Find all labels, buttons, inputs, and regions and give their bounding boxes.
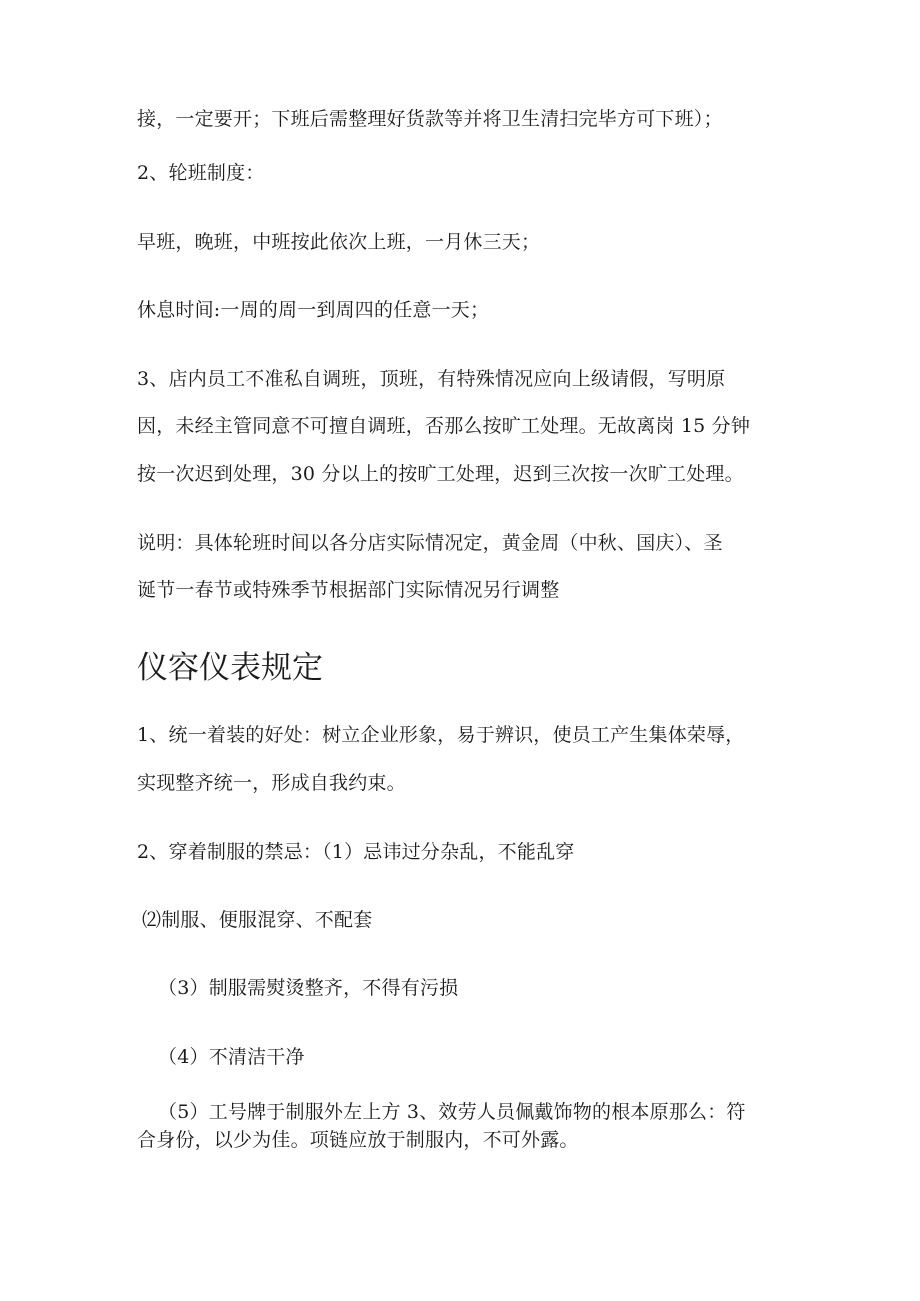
appearance-sub-5-line-1: （5）工号牌于制服外左上方 3、效劳人员佩戴饰物的根本原那么：符 <box>158 1101 746 1123</box>
appearance-sub-5-line-2: 合身份，以少为佳。项链应放于制服内，不可外露。 <box>137 1129 579 1151</box>
appearance-sub-4: （4）不清洁干净 <box>158 1046 305 1068</box>
rule-3-line-2: 因，未经主管同意不可擅自调班，否那么按旷工处理。无故离岗 15 分钟 <box>137 415 751 437</box>
appearance-sub-3: （3）制服需熨烫整齐，不得有污损 <box>158 977 459 999</box>
note-line-2: 诞节一春节或特殊季节根据部门实际情况另行调整 <box>137 579 560 601</box>
appearance-item-1-line-1: 1、统一着装的好处：树立企业形象，易于辨识，使员工产生集体荣辱， <box>137 724 745 746</box>
rule-3-line-1: 3、店内员工不准私自调班，顶班，有特殊情况应向上级请假，写明原 <box>137 368 726 390</box>
shift-rotation-text: 早班，晚班，中班按此依次上班，一月休三天； <box>137 231 541 253</box>
rule-3-line-3: 按一次迟到处理，30 分以上的按旷工处理，迟到三次按一次旷工处理。 <box>137 463 744 485</box>
appearance-item-2: 2、穿着制服的禁忌：（1）忌讳过分杂乱，不能乱穿 <box>137 841 575 863</box>
rest-time-text: 休息时间:一周的周一到周四的任意一天； <box>137 299 490 321</box>
appearance-item-1-line-2: 实现整齐统一，形成自我约束。 <box>137 772 406 794</box>
appearance-sub-2: ⑵制服、便服混穿、不配套 <box>142 909 373 931</box>
appearance-rules-title: 仪容仪表规定 <box>137 650 323 686</box>
note-line-1: 说明：具体轮班时间以各分店实际情况定，黄金周（中秋、国庆）、圣 <box>137 532 723 554</box>
shift-system-heading: 2、轮班制度： <box>137 162 265 184</box>
paragraph-continuation: 接，一定要开；下班后需整理好货款等并将卫生清扫完毕方可下班）； <box>137 108 723 130</box>
